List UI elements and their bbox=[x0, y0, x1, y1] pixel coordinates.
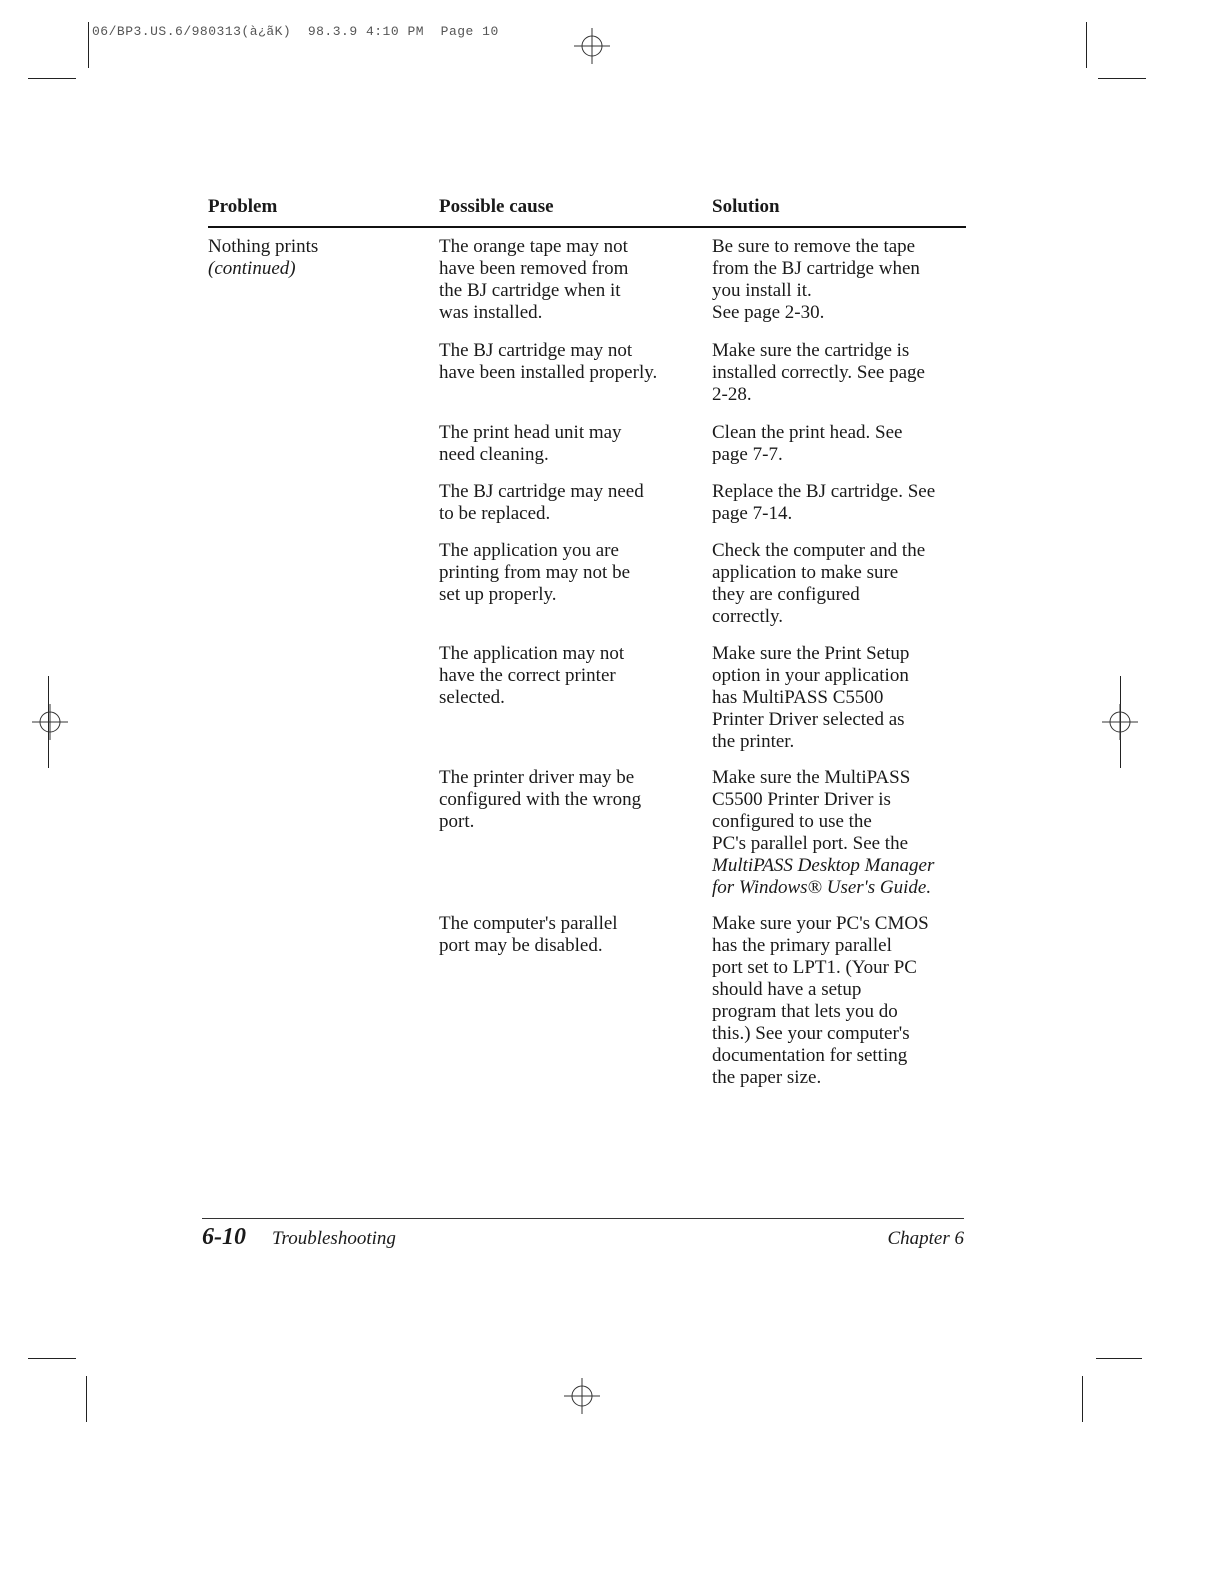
page-number: 6-10 bbox=[202, 1224, 246, 1250]
solution-line: PC's parallel port. See the bbox=[712, 833, 909, 854]
cause-line: The printer driver may be bbox=[439, 767, 635, 788]
solution-line: correctly. bbox=[712, 606, 784, 627]
solution-line: has MultiPASS C5500 bbox=[712, 687, 884, 708]
solution-cell bbox=[712, 913, 929, 1089]
cause-line: have been removed from bbox=[439, 258, 629, 279]
registration-target-icon bbox=[1102, 704, 1138, 740]
registration-target-icon bbox=[32, 704, 68, 740]
solution-line: Make sure the Print Setup bbox=[712, 643, 910, 664]
header-solution: Solution bbox=[712, 196, 780, 217]
crop-mark bbox=[1086, 22, 1087, 68]
cause-line: The orange tape may not bbox=[439, 236, 628, 257]
cause-cell bbox=[439, 540, 630, 606]
crop-mark bbox=[28, 78, 76, 79]
crop-mark bbox=[88, 22, 89, 68]
cause-cell bbox=[439, 913, 618, 957]
registration-target-icon bbox=[574, 28, 610, 64]
guide-title: MultiPASS Desktop Manager bbox=[712, 855, 935, 876]
cause-line: selected. bbox=[439, 687, 505, 708]
crop-mark bbox=[1082, 1376, 1083, 1422]
crop-mark bbox=[86, 1376, 87, 1422]
cause-line: The application may not bbox=[439, 643, 625, 664]
cause-line: printing from may not be bbox=[439, 562, 631, 583]
solution-line: application to make sure bbox=[712, 562, 899, 583]
solution-cell bbox=[712, 481, 935, 525]
chapter-label: Chapter 6 bbox=[887, 1228, 964, 1249]
printer-slug: 06/BP3.US.6/980313(à¿ãK) 98.3.9 4:10 PM Page 10 bbox=[92, 24, 499, 39]
footer-rule bbox=[202, 1218, 964, 1219]
cause-line: set up properly. bbox=[439, 584, 557, 605]
cause-cell bbox=[439, 767, 641, 833]
solution-line: 2-28. bbox=[712, 384, 752, 405]
solution-line: configured to use the bbox=[712, 811, 872, 832]
solution-cell bbox=[712, 340, 925, 406]
registration-target-icon bbox=[564, 1378, 600, 1414]
problem-text: Nothing prints bbox=[208, 236, 319, 257]
solution-cell bbox=[712, 540, 925, 628]
header-possible-cause: Possible cause bbox=[439, 196, 554, 217]
solution-cell bbox=[712, 643, 909, 753]
crop-mark bbox=[1098, 78, 1146, 79]
problem-cell bbox=[208, 236, 318, 280]
solution-line: option in your application bbox=[712, 665, 909, 686]
cause-line: port may be disabled. bbox=[439, 935, 603, 956]
solution-line: documentation for setting bbox=[712, 1045, 908, 1066]
solution-line: Replace the BJ cartridge. See bbox=[712, 481, 936, 502]
solution-line: Make sure the cartridge is bbox=[712, 340, 910, 361]
solution-line: this.) See your computer's bbox=[712, 1023, 910, 1044]
solution-line: Printer Driver selected as bbox=[712, 709, 905, 730]
cause-line: configured with the wrong bbox=[439, 789, 642, 810]
crop-mark bbox=[1096, 1358, 1142, 1359]
solution-line: has the primary parallel bbox=[712, 935, 892, 956]
solution-line: the paper size. bbox=[712, 1067, 822, 1088]
solution-line: page 7-7. bbox=[712, 444, 783, 465]
solution-line: Make sure the MultiPASS bbox=[712, 767, 911, 788]
solution-line: Make sure your PC's CMOS bbox=[712, 913, 929, 934]
solution-line: from the BJ cartridge when bbox=[712, 258, 920, 279]
solution-line: program that lets you do bbox=[712, 1001, 898, 1022]
solution-cell bbox=[712, 422, 902, 466]
solution-line: installed correctly. See page bbox=[712, 362, 925, 383]
cause-line: need cleaning. bbox=[439, 444, 549, 465]
cause-cell bbox=[439, 236, 628, 324]
cause-line: port. bbox=[439, 811, 475, 832]
solution-line: they are configured bbox=[712, 584, 860, 605]
solution-line: the printer. bbox=[712, 731, 795, 752]
solution-line: Check the computer and the bbox=[712, 540, 926, 561]
problem-continued: (continued) bbox=[208, 258, 296, 279]
solution-line: Clean the print head. See bbox=[712, 422, 903, 443]
cause-line: was installed. bbox=[439, 302, 543, 323]
solution-line: See page 2-30. bbox=[712, 302, 825, 323]
table-header bbox=[208, 196, 966, 228]
solution-cell bbox=[712, 236, 920, 324]
cause-line: The print head unit may bbox=[439, 422, 622, 443]
cause-cell bbox=[439, 340, 657, 384]
solution-line: should have a setup bbox=[712, 979, 862, 1000]
cause-line: The BJ cartridge may not bbox=[439, 340, 633, 361]
section-name: Troubleshooting bbox=[272, 1228, 396, 1249]
cause-line: to be replaced. bbox=[439, 503, 551, 524]
cause-cell bbox=[439, 422, 622, 466]
solution-line: Be sure to remove the tape bbox=[712, 236, 916, 257]
crop-mark bbox=[28, 1358, 76, 1359]
cause-line: have been installed properly. bbox=[439, 362, 658, 383]
cause-line: The application you are bbox=[439, 540, 619, 561]
solution-line: page 7-14. bbox=[712, 503, 793, 524]
solution-line: port set to LPT1. (Your PC bbox=[712, 957, 917, 978]
solution-cell bbox=[712, 767, 934, 899]
cause-cell bbox=[439, 481, 644, 525]
cause-line: The computer's parallel bbox=[439, 913, 618, 934]
solution-line: you install it. bbox=[712, 280, 812, 301]
cause-cell bbox=[439, 643, 624, 709]
cause-line: The BJ cartridge may need bbox=[439, 481, 644, 502]
header-problem: Problem bbox=[208, 196, 278, 217]
guide-title: for Windows® User's Guide. bbox=[712, 877, 932, 898]
solution-line: C5500 Printer Driver is bbox=[712, 789, 891, 810]
cause-line: have the correct printer bbox=[439, 665, 616, 686]
cause-line: the BJ cartridge when it bbox=[439, 280, 621, 301]
